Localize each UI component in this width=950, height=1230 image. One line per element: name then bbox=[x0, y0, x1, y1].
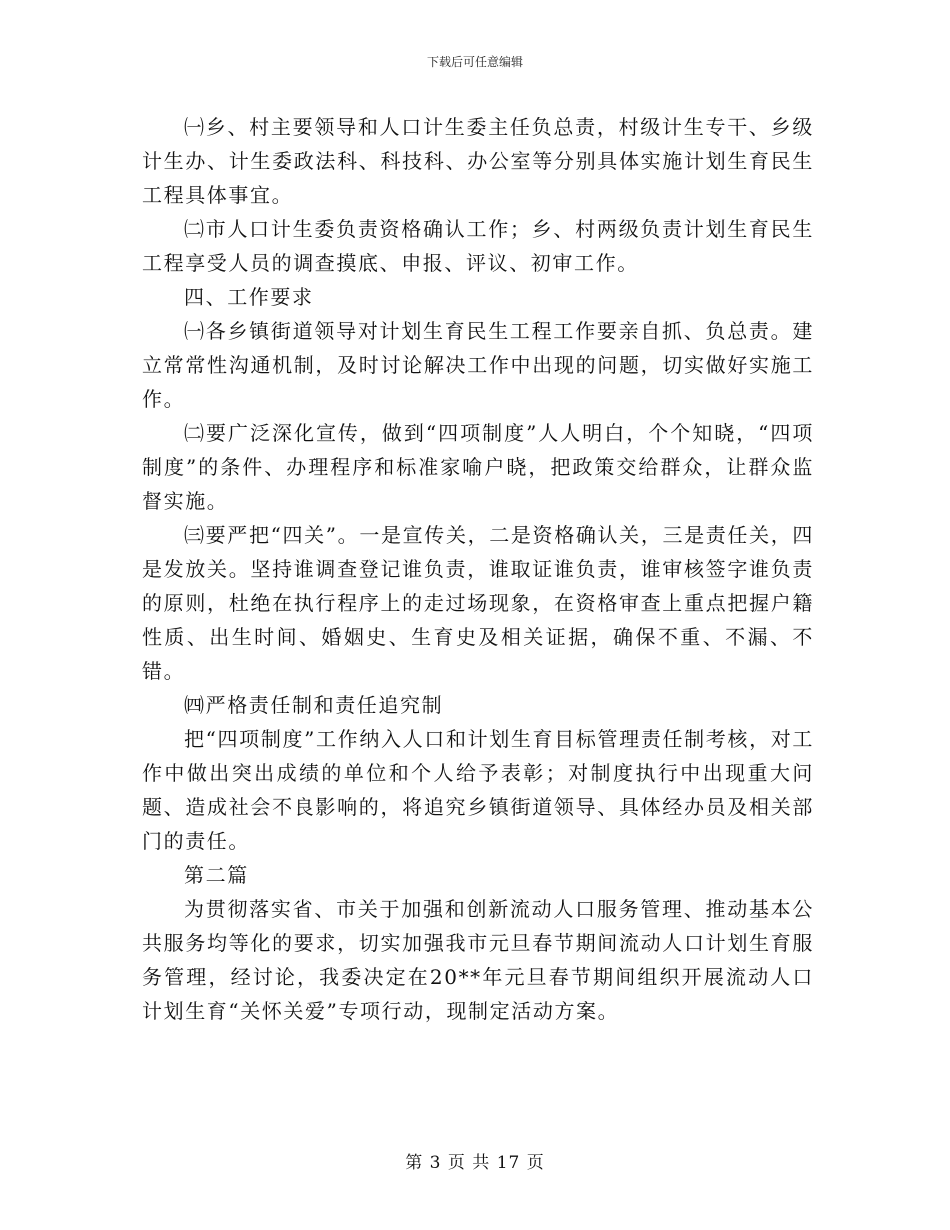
paragraph-qualification: ㈡市人口计生委负责资格确认工作；乡、村两级负责计划生育民生工程享受人员的调查摸底、申报、评议、初审工作。 bbox=[142, 217, 814, 275]
subheading-accountability: ㈣严格责任制和责任追究制 bbox=[184, 693, 444, 717]
paragraph-leaders-responsibility: ㈠各乡镇街道领导对计划生育民生工程工作要亲自抓、负总责。建立常常性沟通机制，及时讨论解决工作中出现的问题，切实做好实施工作。 bbox=[142, 319, 814, 411]
section-heading-requirements: 四、工作要求 bbox=[184, 285, 314, 309]
document-body bbox=[142, 110, 814, 1028]
section-heading-part-two: 第二篇 bbox=[184, 863, 249, 887]
paragraph-publicity: ㈡要广泛深化宣传，做到“四项制度”人人明白，个个知晓，“四项制度”的条件、办理程序和标准家喻户晓，把政策交给群众，让群众监督实施。 bbox=[142, 421, 814, 513]
page-number-footer: 第 3 页 共 17 页 bbox=[405, 1153, 545, 1173]
paragraph-four-checks: ㈢要严把“四关”。一是宣传关，二是资格确认关，三是责任关，四是发放关。坚持谁调查登记谁负责，谁取证谁负责，谁审核签字谁负责的原则，杜绝在执行程序上的走过场现象，在资格审查上重点把握户籍性质、出生时间、婚姻史、生育史及相关证据，确保不重、不漏、不错。 bbox=[142, 523, 814, 683]
page-header: 下载后可任意编辑 bbox=[426, 55, 523, 69]
paragraph-leadership: ㈠乡、村主要领导和人口计生委主任负总责，村级计生专干、乡级计生办、计生委政法科、科技科、办公室等分别具体实施计划生育民生工程具体事宜。 bbox=[142, 115, 814, 207]
paragraph-part-two-intro: 为贯彻落实省、市关于加强和创新流动人口服务管理、推动基本公共服务均等化的要求，切实加强我市元旦春节期间流动人口计划生育服务管理，经讨论，我委决定在20**年元旦春节期间组织开展流动人口计划生育“关怀关爱”专项行动，现制定活动方案。 bbox=[142, 897, 814, 1023]
paragraph-accountability: 把“四项制度”工作纳入人口和计划生育目标管理责任制考核，对工作中做出突出成绩的单位和个人给予表彰；对制度执行中出现重大问题、造成社会不良影响的，将追究乡镇街道领导、具体经办员及相关部门的责任。 bbox=[142, 727, 814, 853]
